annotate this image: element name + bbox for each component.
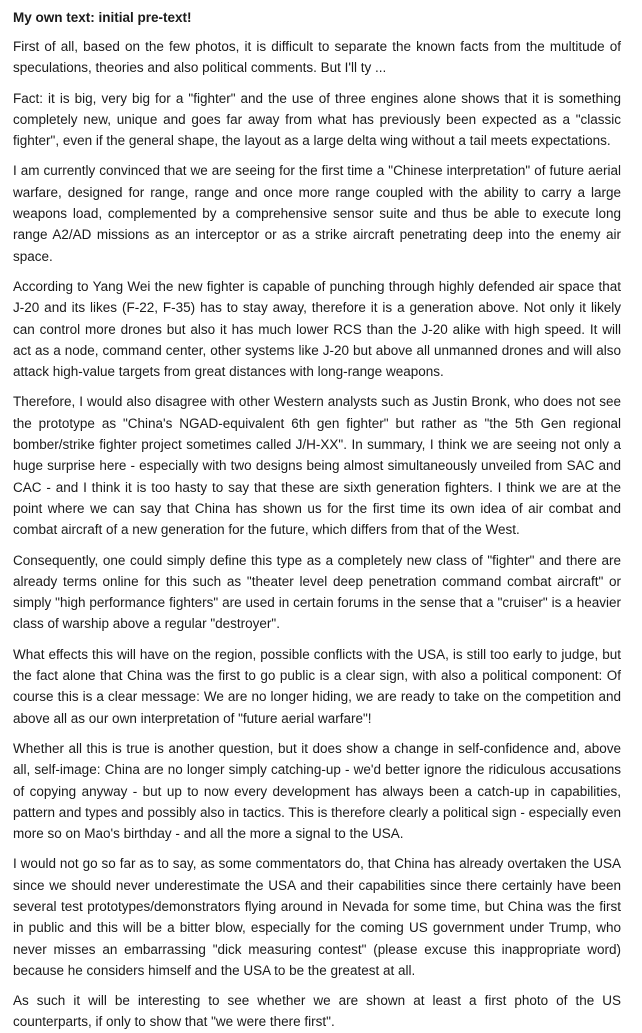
paragraph-10: As such it will be interesting to see whether we are shown at least a first photo of the US counterparts, if only to show that "we were there first". bbox=[13, 993, 621, 1030]
paragraph-9: I would not go so far as to say, as some commentators do, that China has already overtaken the USA since we should never underestimate the USA and their capabilities since there certainly have been several test prototypes/demonstrators flying around in Nevada for some time, but China was the first in public and this will be a bitter blow, especially for the coming US government under Trump, who never misses an embarrassing "dick measuring contest" (please excuse this inappropriate word) because he considers himself and the USA to be the greatest at all. bbox=[13, 856, 621, 978]
paragraph-6: Consequently, one could simply define this type as a completely new class of "fighter" and there are already terms online for this such as "theater level deep penetration command combat aircraft" or simply "high performance fighters" are used in certain forums in the sense that a "cruiser" is a heavier class of warship above a regular "destroyer". bbox=[13, 552, 621, 632]
document-title: My own text: initial pre-text! bbox=[13, 10, 192, 25]
paragraph-4: According to Yang Wei the new fighter is capable of punching through highly defended air space that J-20 and its likes (F-22, F-35) has to stay away, therefore it is a generation above. Not only it likely can control more drones but also it has much lower RCS than the J-20 alike with high speed. It will act as a node, command center, other systems like J-20 but above all unmanned drones and will also attack high-value targets from great distances with long-range weapons. bbox=[13, 278, 621, 380]
paragraph-7: What effects this will have on the region, possible conflicts with the USA, is still too early to judge, but the fact alone that China was the first to go public is a clear sign, with also a political component: Of course this is a clear message: We are no longer hiding, we are ready to take on the competition and above all as our own interpretation of "future aerial warfare"! bbox=[13, 646, 621, 726]
paragraph-8: Whether all this is true is another question, but it does show a change in self-confidence and, above all, self-image: China are no longer simply catching-up - we'd better ignore the ridiculous accusations of copying anyway - but up to now every development has always been a catch-up in capabilities, pattern and types and possibly also in tactics. This is therefore clearly a political sign - especially even more so on Mao's birthday - and all the more a signal to the USA. bbox=[13, 740, 621, 842]
paragraph-2: Fact: it is big, very big for a "fighter" and the use of three engines alone shows that it is something completely new, unique and goes far away from what has previously been expected as a "classic fighter", even if the general shape, the layout as a large delta wing without a tail meets expectations. bbox=[13, 90, 621, 149]
paragraph-1: First of all, based on the few photos, it is difficult to separate the known facts from the multitude of speculations, theories and also political comments. But I'll ty ... bbox=[13, 39, 621, 76]
paragraph-3: I am currently convinced that we are seeing for the first time a "Chinese interpretation" of future aerial warfare, designed for range, range and once more range coupled with the ability to carry a large weapons load, complemented by a comprehensive sensor suite and thus be able to execute long range A2/AD missions as an interceptor or as a strike aircraft penetrating deep into the enemy air space. bbox=[13, 163, 621, 264]
paragraph-5: Therefore, I would also disagree with other Western analysts such as Justin Bronk, who does not see the prototype as "China's NGAD-equivalent 6th gen fighter" but rather as "the 5th Gen regional bomber/strike fighter project sometimes called J/H-XX". In summary, I think we are seeing not only a huge surprise here - especially with two designs being almost simultaneously unveiled from SAC and CAC - and I think it is too hasty to say that these are sixth generation fighters. I think we are at the point where we can say that China has shown us for the first time its own idea of air combat and combat aircraft of a new generation for the future, which differs from that of the West. bbox=[13, 394, 621, 538]
